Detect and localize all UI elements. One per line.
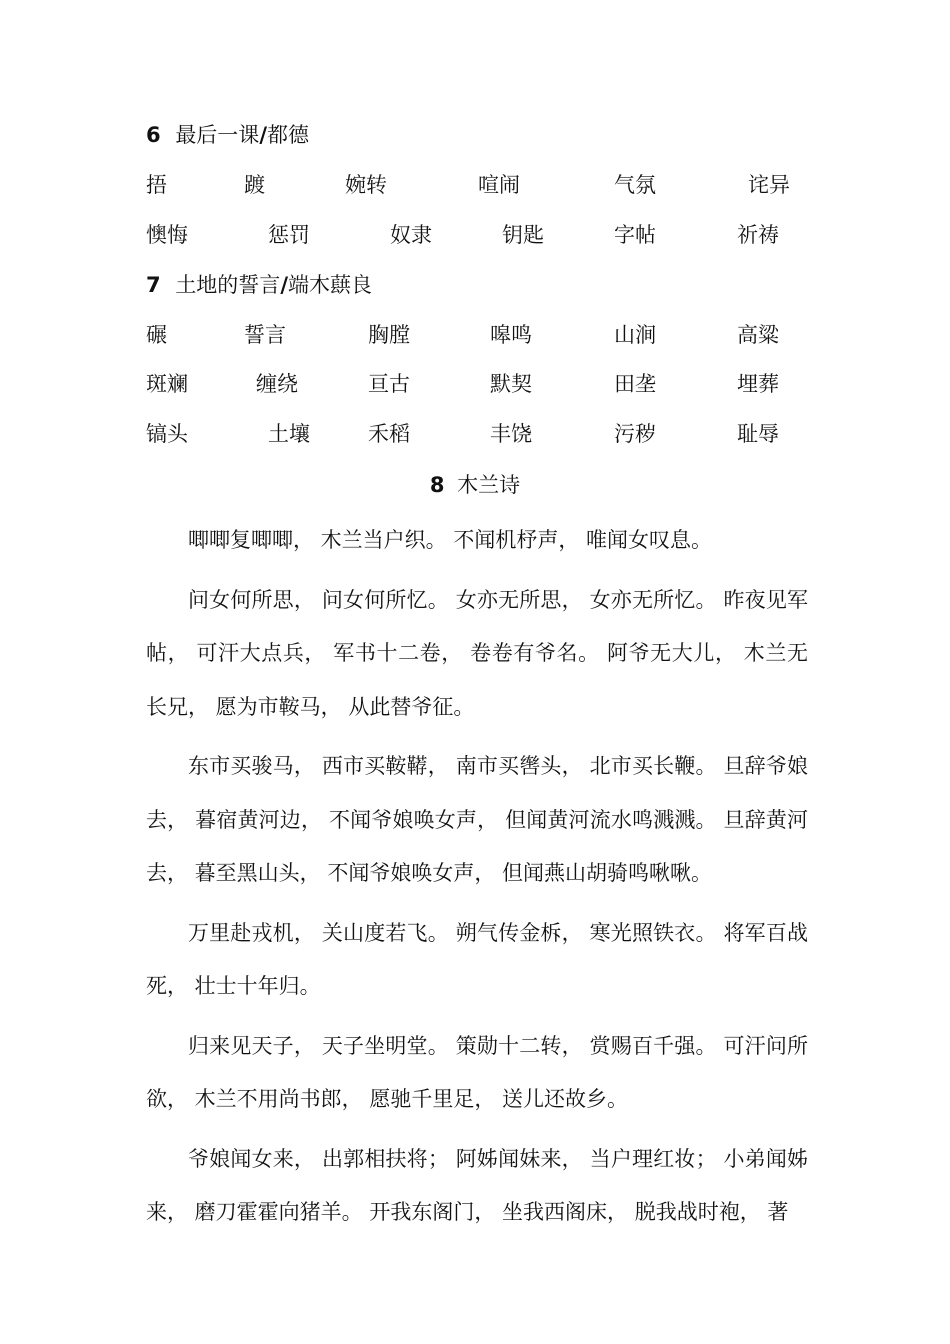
poem-paragraph: 爷娘闻女来， 出郭相扶将； 阿姊闻妹来， 当户理红妆； 小弟闻姊来， 磨刀霍霍向猪羊。 开我东阁门， 坐我西阁床， 脱我战时袍， 著 — [146, 1146, 808, 1224]
poem-paragraph: 东市买骏马， 西市买鞍鞯， 南市买辔头， 北市买长鞭。 旦辞爷娘去， 暮宿黄河边， 不闻爷娘唤女声， 但闻黄河流水鸣溅溅。 旦辞黄河去， 暮至黑山头， 不闻爷娘唤女声， 但闻燕山胡骑鸣啾啾。 — [146, 754, 808, 885]
lesson-title: 土地的誓言 — [175, 273, 281, 297]
vocab-word: 诧异 — [748, 173, 790, 197]
poem-paragraph: 问女何所思， 问女何所忆。 女亦无所思， 女亦无所忆。 昨夜见军帖， 可汗大点兵， 军书十二卷， 卷卷有爷名。 阿爷无大儿， 木兰无长兄， 愿为市鞍马， 从此替爷征。 — [146, 587, 808, 719]
vocab-word: 丰饶 — [490, 422, 532, 446]
vocab-word: 碾 — [146, 323, 167, 347]
vocab-word: 奴隶 — [390, 223, 432, 247]
vocab-word: 踱 — [244, 173, 265, 197]
vocab-word: 斑斓 — [146, 372, 188, 396]
lesson-8-heading — [0, 470, 950, 500]
poem-paragraph: 万里赴戎机， 关山度若飞。 朔气传金柝， 寒光照铁衣。 将军百战死， 壮士十年归。 — [146, 920, 808, 998]
title-author-separator: / — [259, 123, 267, 147]
vocab-word: 喧闹 — [478, 173, 520, 197]
lesson-title: 木兰诗 — [457, 473, 521, 497]
lesson-author: 端木蕻良 — [287, 273, 372, 297]
lesson-number: 8 — [429, 473, 445, 497]
vocab-word: 婉转 — [345, 173, 387, 197]
vocab-word: 污秽 — [614, 422, 656, 446]
poem-paragraph: 归来见天子， 天子坐明堂。 策勋十二转， 赏赐百千强。 可汗问所欲， 木兰不用尚书郎， 愿驰千里足， 送儿还故乡。 — [146, 1033, 808, 1111]
vocab-word: 耻辱 — [737, 422, 779, 446]
vocab-word: 土壤 — [268, 422, 310, 446]
vocab-row — [0, 319, 950, 351]
lesson-number: 6 — [146, 123, 161, 147]
vocab-word: 埋葬 — [737, 372, 779, 396]
vocab-word: 惩罚 — [268, 223, 310, 247]
lesson-6-heading — [146, 120, 309, 150]
vocab-word: 田垄 — [614, 372, 656, 396]
vocab-row — [0, 219, 950, 251]
lesson-author: 都德 — [266, 123, 309, 147]
lesson-7-heading — [146, 270, 372, 300]
vocab-word: 祈祷 — [737, 223, 779, 247]
vocab-row — [0, 418, 950, 450]
vocab-word: 誓言 — [244, 323, 286, 347]
vocab-word: 捂 — [146, 173, 167, 197]
vocab-word: 字帖 — [614, 223, 656, 247]
vocab-word: 禾稻 — [368, 422, 410, 446]
poem-paragraph: 唧唧复唧唧， 木兰当户织。 不闻机杼声， 唯闻女叹息。 — [188, 528, 713, 552]
lesson-title: 最后一课 — [175, 123, 260, 147]
vocab-word: 镐头 — [146, 422, 188, 446]
vocab-row — [0, 169, 950, 201]
poem-body — [146, 514, 808, 1246]
vocab-word: 缠绕 — [256, 372, 298, 396]
vocab-word: 钥匙 — [502, 223, 544, 247]
vocab-row — [0, 368, 950, 400]
vocab-word: 胸膛 — [368, 323, 410, 347]
vocab-word: 默契 — [490, 372, 532, 396]
vocab-word: 高粱 — [737, 323, 779, 347]
vocab-word: 气氛 — [614, 173, 656, 197]
vocab-word: 亘古 — [368, 372, 410, 396]
lesson-number: 7 — [146, 273, 161, 297]
vocab-word: 懊悔 — [146, 223, 188, 247]
title-author-separator: / — [280, 273, 288, 297]
vocab-word: 嗥鸣 — [490, 323, 532, 347]
vocab-word: 山涧 — [614, 323, 656, 347]
